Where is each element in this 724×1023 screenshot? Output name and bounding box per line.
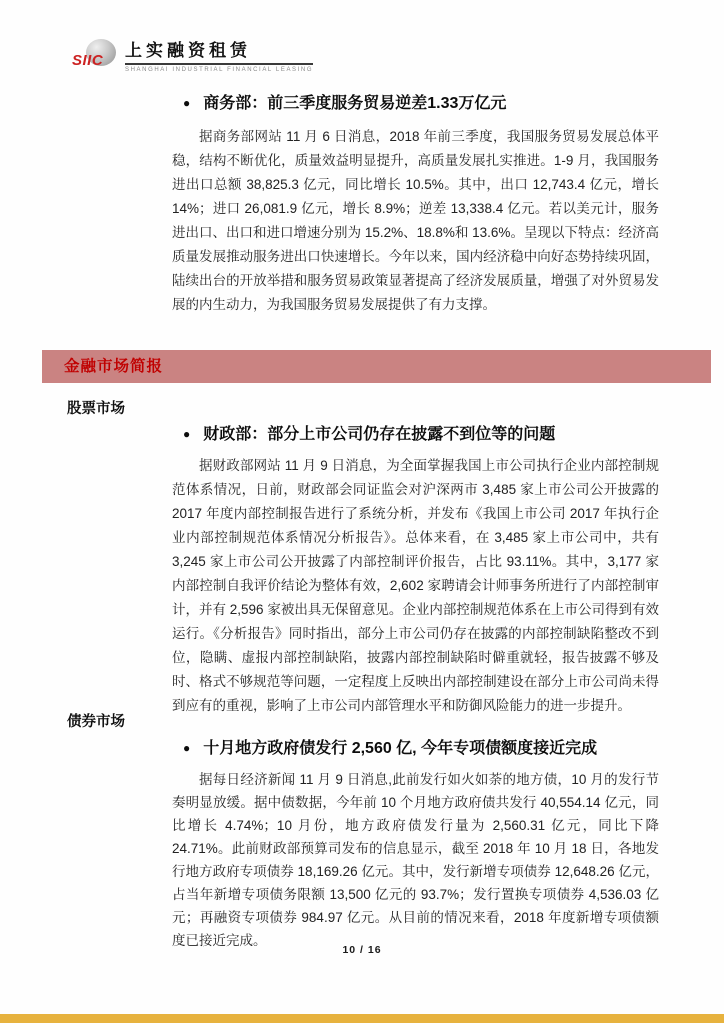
logo-siic-text: SIIC (72, 52, 104, 69)
news-body-trade: 据商务部网站 11 月 6 日消息，2018 年前三季度，我国服务贸易发展总体平稳，结构不断优化，质量效益明显提升，高质量发展扎实推进。1-9 月，我国服务进出口总额 38,825.3 亿元，同比增长 10.5%。其中，出口 12,743.4 亿元，增长 14%；进口 26,081.9 亿元，增长 8.9%；逆差 13,338.4 亿元。若以美元计，服务进出口、出口和进口增速分别为 15.2%、18.8%和 13.6%。呈现以下特点：经济高质量发展推动服务进出口快速增长。今年以来，国内经济稳中向好态势持续巩固，陆续出台的开放举措和服务贸易政策显著提高了经济发展质量，增强了对外贸易发展的内生动力，为我国服务贸易发展提供了有力支撑。 (172, 129, 659, 312)
news-heading-trade-title: 商务部：前三季度服务贸易逆差1.33万亿元 (203, 95, 507, 112)
page-number: 10 / 16 (342, 944, 382, 956)
news-heading-mof-disclosure-title: 财政部：部分上市公司仍存在披露不到位等的问题 (203, 426, 556, 443)
bullet-icon: ● (183, 427, 191, 441)
news-heading-mof-disclosure (183, 424, 555, 446)
company-logo (72, 36, 313, 73)
logo-company-name: 上实融资租赁 (125, 36, 313, 65)
logo-mark (72, 39, 118, 73)
news-heading-local-gov-bonds (183, 738, 597, 760)
news-body-mof-disclosure: 据财政部网站 11 月 9 日消息，为全面掌握我国上市公司执行企业内部控制规范体系情况，日前，财政部会同证监会对沪深两市 3,485 家上市公司公开披露的 2017 年度内部控制报告进行了系统分析，并发布《我国上市公司 2017 年执行企业内部控制规范体系情况分析报告》。总体来看，在 3,485 家上市公司中，共有 3,245 家上市公司公开披露了内部控制评价报告，占比 93.11%。其中，3,177 家内部控制自我评价结论为整体有效，2,602 家聘请会计师事务所进行了内部控制审计，并有 2,596 家被出具无保留意见。企业内部控制规范体系在上市公司得到有效运行。《分析报告》同时指出，部分上市公司仍存在披露的内部控制缺陷整改不到位，隐瞒、虚报内部控制缺陷，披露内部控制缺陷时僻重就轻，报告披露不够及时、格式不够规范等问题，一定程度上反映出内部控制建设在部分上市公司尚未得到应有的重视，影响了上市公司内部管理水平和防御风险能力的进一步提升。 (172, 458, 659, 713)
subsection-label-bond-market: 债券市场 (67, 714, 125, 730)
subsection-label-stock-market: 股票市场 (67, 401, 125, 417)
news-heading-trade (183, 93, 506, 115)
section-banner-financial-markets (42, 350, 711, 383)
news-body-local-gov-bonds: 据每日经济新闻 11 月 9 日消息,此前发行如火如荼的地方债，10 月的发行节奏明显放缓。据中债数据，今年前 10 个月地方政府债共发行 40,554.14 亿元，同比增长 4.74%；10 月份，地方政府债发行量为 2,560.31 亿元，同比下降 24.71%。此前财政部预算司发布的信息显示，截至 2018 年 10 月 18 日，各地发行地方政府专项债券 18,169.26 亿元。其中，发行新增专项债券 12,648.26 亿元，占当年新增专项债务限额 13,500 亿元的 93.7%；发行置换专项债券 4,536.03 亿元；再融资专项债券 984.97 亿元。从目前的情况来看，2018 年度新增专项债额度已接近完成。 (172, 772, 659, 948)
section-banner-title: 金融市场简报 (64, 358, 164, 375)
logo-company-subtitle: SHANGHAI INDUSTRIAL FINANCIAL LEASING (125, 67, 314, 73)
bullet-icon: ● (183, 96, 191, 110)
news-heading-local-gov-bonds-title: 十月地方政府债发行 2,560 亿, 今年专项债额度接近完成 (203, 740, 598, 757)
footer-accent-bar (0, 1014, 724, 1023)
bullet-icon: ● (183, 741, 191, 755)
logo-text-block (125, 36, 313, 73)
